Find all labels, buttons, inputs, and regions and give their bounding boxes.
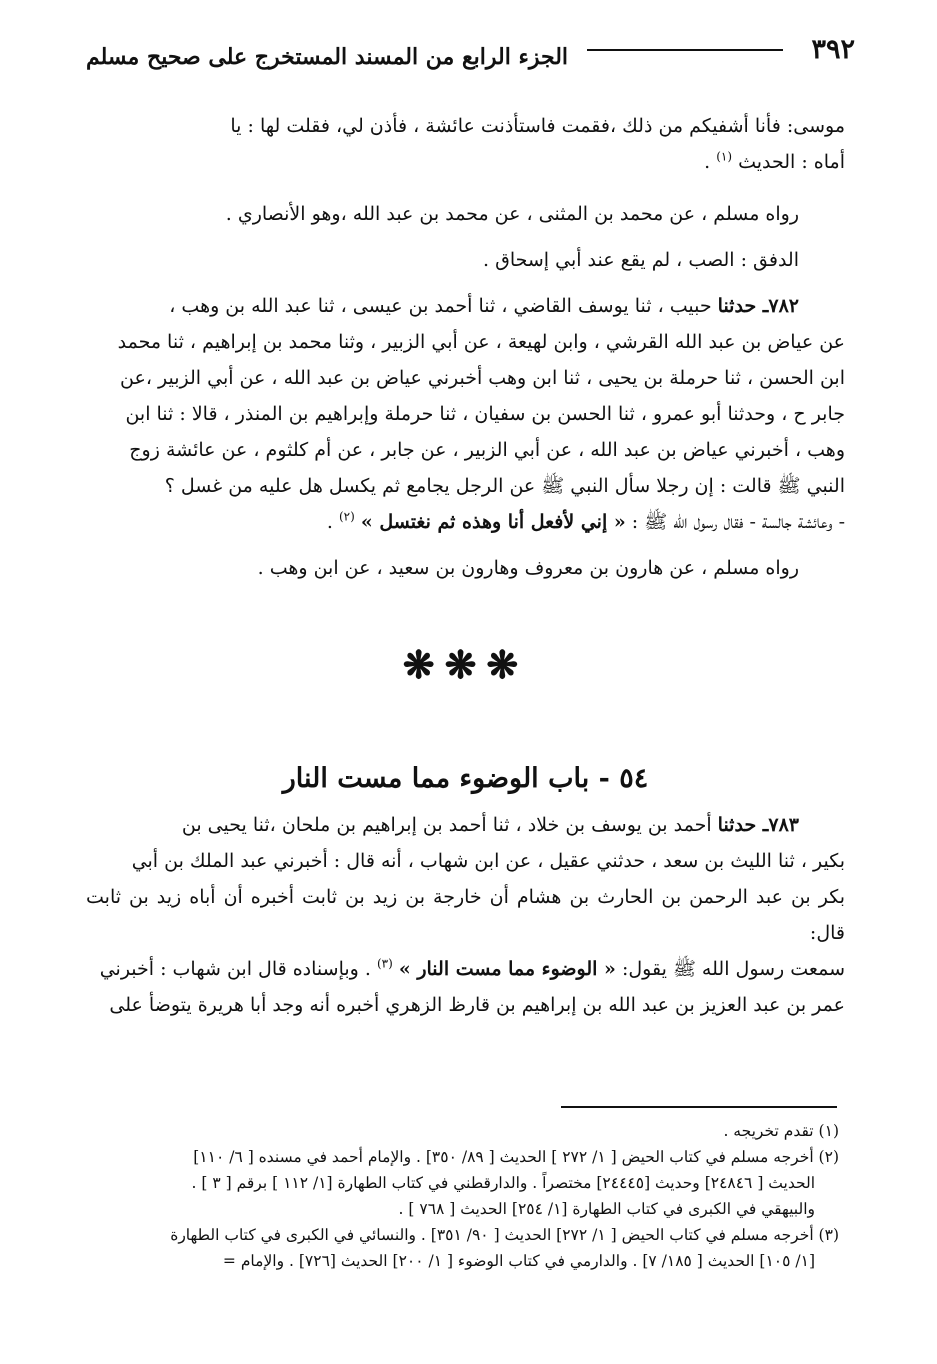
section-separator: ❋❋❋ <box>402 642 529 687</box>
hadith-number: ٧٨٢ـ حدثنا <box>717 295 799 317</box>
hadith-782-line: النبي ﷺ قالت : إن رجلا سأل النبي ﷺ عن الرجل يجامع ثم يكسل هل عليه من غسل ؟ <box>164 475 845 497</box>
hadith-783-line: ٧٨٣ـ حدثنا أحمد بن يوسف بن خلاد ، ثنا أحمد بن إبراهيم بن ملحان ،ثنا يحيى بن <box>181 814 799 836</box>
hadith-782-line: ٧٨٢ـ حدثنا حبيب ، ثنا يوسف القاضي ، ثنا أحمد بن عيسى ، ثنا عبد الله بن وهب ، <box>169 295 799 317</box>
footnote-2-cont: الحديث [ ٢٤٨٤٦] وحديث [٢٤٤٤٥] مختصراً . والدارقطني في كتاب الطهارة [١/ ١١٢ ] برقم [ ٣ ] . <box>191 1174 815 1192</box>
footnote-3-cont: [١/ ١٠٥] الحديث [ ١٨٥/ ٧] . والدارمي في كتاب الوضوء [ ١/ ٢٠٠] الحديث [٧٢٦] . والإمام = <box>222 1252 815 1270</box>
footnote-ref: (١) <box>716 149 733 164</box>
page-number: ٣٩٢ <box>811 34 855 65</box>
hadith-782-line: - وعائشة جالسة - فقال رسول الله ﷺ : « إني لأفعل أنا وهذه ثم نغتسل » $^{(٢)}$ . <box>326 509 845 533</box>
footnote-ref: (٢) <box>338 509 355 524</box>
narration-note: رواه مسلم ، عن محمد بن المثنى ، عن محمد بن عبد الله ،وهو الأنصاري . <box>225 203 799 225</box>
hadith-782-line: عن عياض بن عبد الله القرشي ، وابن لهيعة ، عن أبي الزبير ، وثنا محمد بن إبراهيم ، ثنا محمد <box>117 331 845 353</box>
hadith-783-line: بكر بن عبد الرحمن بن الحارث بن هشام أن خارجة بن زيد بن ثابت أخبره أن أباه زيد بن ثابت قال: <box>86 886 845 944</box>
page-body <box>86 108 845 1023</box>
prophetic-quote: « إني لأفعل أنا وهذه ثم نغتسل » <box>360 511 626 533</box>
footnote-2-cont: والبيهقي في الكبرى في كتاب الطهارة [١/ ٢٥٤] الحديث [ ٧٦٨ ] . <box>398 1200 815 1218</box>
header-rule <box>587 49 783 51</box>
running-title: الجزء الرابع من المسند المستخرج على صحيح مسلم <box>86 44 569 70</box>
text-line: موسى: فأنا أشفيكم من ذلك ،فقمت فاستأذنت عائشة ، فأذن لي، فقلت لها : يا <box>230 115 845 137</box>
hadith-783-line: سمعت رسول الله ﷺ يقول: « الوضوء مما مست النار » $^{(٣)}$ . وبإسناده قال ابن شهاب : أخبرني <box>99 956 845 980</box>
hadith-783-line: عمر بن عبد العزيز بن عبد الله بن إبراهيم بن قارظ الزهري أخبره أنه وجد أبا هريرة يتوضأ على <box>109 994 845 1016</box>
prophetic-quote: « الوضوء مما مست النار » <box>398 958 616 980</box>
hadith-782-line: ابن الحسن ، ثنا حرملة بن يحيى ، ثنا ابن وهب أخبرني عياض بن عبد الله ، عن أبي الزبير ،عن <box>120 367 845 389</box>
narration-note: رواه مسلم ، عن هارون بن معروف وهارون بن سعيد ، عن ابن وهب . <box>257 557 799 579</box>
chapter-title: ٥٤ - باب الوضوء مما مست النار <box>282 763 649 794</box>
hadith-number: ٧٨٣ـ حدثنا <box>717 814 799 836</box>
page-header <box>86 34 855 84</box>
footnote-3: (٣) أخرجه مسلم في كتاب الحيض [ ١/ ٢٧٢] الحديث [ ٩٠/ ٣٥١] . والنسائي في الكبرى في كتاب الطهارة <box>170 1226 839 1244</box>
footnote-1: (١) تقدم تخريجه . <box>723 1122 839 1140</box>
text-line: أماه : الحديث $^{(١)}$ . <box>704 149 845 173</box>
footnotes <box>86 1118 839 1274</box>
definition-note: الدفق : الصب ، لم يقع عند أبي إسحاق . <box>483 249 799 271</box>
footnote-2: (٢) أخرجه مسلم في كتاب الحيض [ ١/ ٢٧٢ ] الحديث [ ٨٩/ ٣٥٠] . والإمام أحمد في مسنده [ ٦/ ١١٠] <box>193 1148 839 1166</box>
hadith-782-line: وهب ، أخبرني عياض بن عبد الله ، عن أبي الزبير ، عن جابر ، عن أم كلثوم ، عن عائشة زوج <box>129 439 845 461</box>
hadith-782-line: جابر ح ، وحدثنا أبو عمرو ، ثنا الحسن بن سفيان ، ثنا حرملة وإبراهيم بن المنذر ، قالا : ثنا ابن <box>125 403 845 425</box>
footnote-rule <box>561 1106 837 1108</box>
footnote-ref: (٣) <box>376 956 393 971</box>
hadith-783-line: بكير ، ثنا الليث بن سعد ، حدثني عقيل ، عن ابن شهاب ، أنه قال : أخبرني عبد الملك بن أبي <box>131 850 845 872</box>
